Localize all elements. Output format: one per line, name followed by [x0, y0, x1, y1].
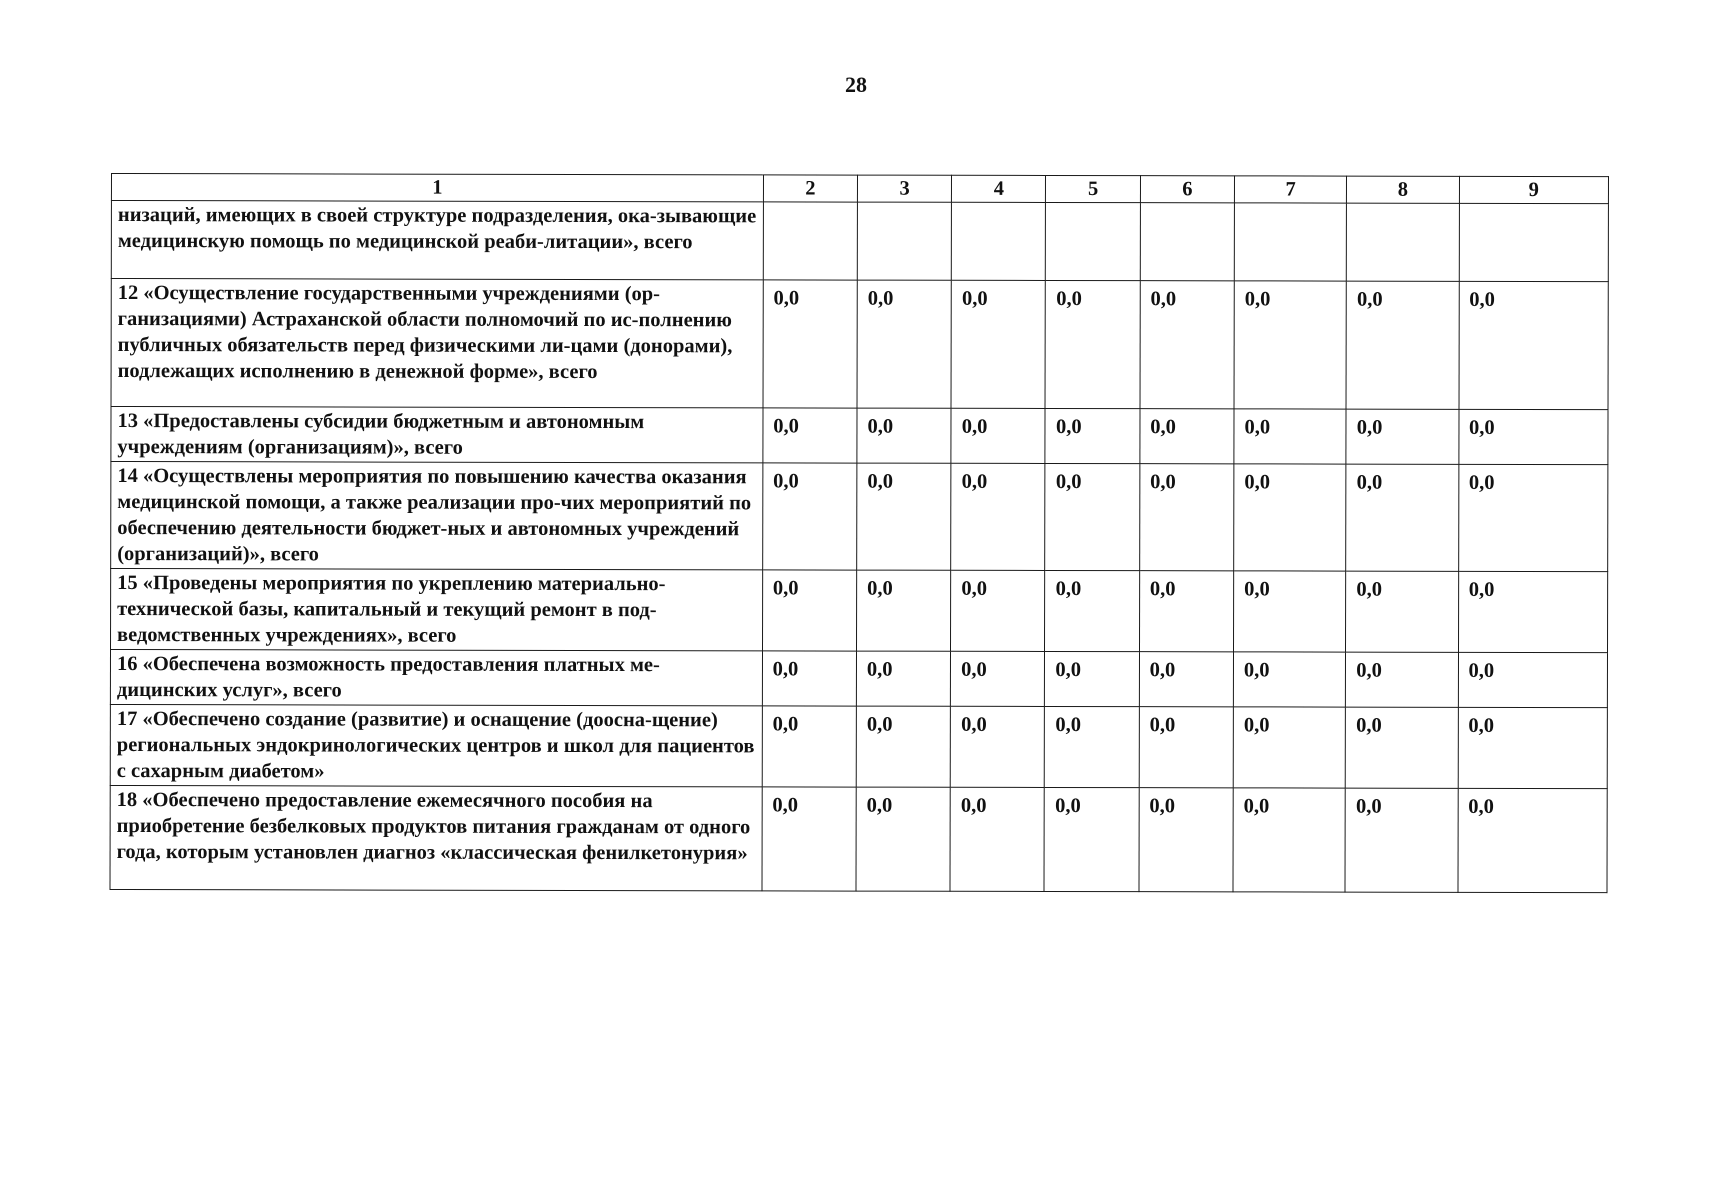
row-value-col-5: 0,0	[1045, 408, 1139, 463]
row-value-col-2: 0,0	[762, 570, 856, 651]
row-value-col-3: 0,0	[856, 651, 950, 706]
row-description: 16 «Обеспечена возможность предоставления платных ме-дицинских услуг», всего	[110, 650, 762, 706]
page-number: 28	[845, 72, 867, 97]
row-value-col-7	[1234, 203, 1346, 281]
column-header-8: 8	[1347, 176, 1459, 203]
row-value-col-2	[763, 202, 857, 280]
row-value-col-4: 0,0	[951, 570, 1045, 651]
row-value-col-2: 0,0	[762, 651, 856, 706]
row-description: 14 «Осуществлены мероприятия по повышению качества оказания медицинской помощи, а также реализации про-чих мероприятий по обеспечению деятельности бюджет-ных и автономных учреждений (организаций)», всего	[111, 462, 763, 570]
column-header-3: 3	[857, 175, 951, 202]
row-value-col-4	[952, 202, 1046, 280]
row-value-col-3	[857, 202, 951, 280]
row-value-col-2: 0,0	[762, 706, 856, 787]
row-value-col-8: 0,0	[1345, 707, 1457, 788]
row-value-col-8: 0,0	[1346, 409, 1458, 464]
row-value-col-9: 0,0	[1459, 281, 1609, 409]
column-header-5: 5	[1046, 175, 1140, 202]
row-value-col-5: 0,0	[1045, 570, 1139, 651]
row-value-col-5: 0,0	[1044, 787, 1138, 891]
row-value-col-6: 0,0	[1139, 464, 1233, 571]
row-value-col-6	[1140, 203, 1234, 281]
row-value-col-3: 0,0	[857, 408, 951, 463]
row-value-col-5: 0,0	[1045, 280, 1140, 408]
row-value-col-5: 0,0	[1045, 463, 1139, 570]
row-value-col-8	[1347, 203, 1459, 281]
column-header-4: 4	[952, 175, 1046, 202]
row-value-col-6: 0,0	[1139, 571, 1233, 652]
row-value-col-3: 0,0	[857, 463, 951, 570]
column-header-1: 1	[111, 174, 763, 202]
row-value-col-3: 0,0	[856, 787, 950, 891]
row-description: 15 «Проведены мероприятия по укреплению материально-технической базы, капитальный и текущий ремонт в под-ведомственных учреждениях», всего	[111, 569, 763, 651]
row-value-col-9: 0,0	[1458, 464, 1608, 571]
column-header-2: 2	[763, 175, 857, 202]
row-value-col-4: 0,0	[951, 651, 1045, 706]
table-row	[110, 785, 1607, 892]
row-value-col-8: 0,0	[1346, 464, 1459, 571]
row-value-col-9	[1459, 203, 1609, 281]
row-value-col-7: 0,0	[1233, 571, 1345, 652]
row-value-col-7: 0,0	[1233, 788, 1346, 892]
row-value-col-5: 0,0	[1045, 706, 1139, 787]
column-header-6: 6	[1140, 176, 1234, 203]
table-header	[111, 174, 1608, 204]
row-description: 17 «Обеспечено создание (развитие) и оснащение (доосна-щение) региональных эндокринологических центров и школ для пациентов с сахарным диабетом»	[110, 704, 762, 786]
row-value-col-4: 0,0	[951, 463, 1045, 570]
table-row	[110, 704, 1607, 788]
row-value-col-8: 0,0	[1345, 788, 1458, 892]
row-value-col-6: 0,0	[1139, 707, 1233, 788]
row-value-col-9: 0,0	[1458, 788, 1608, 892]
row-value-col-4: 0,0	[950, 706, 1044, 787]
row-value-col-8: 0,0	[1346, 652, 1458, 707]
row-value-col-3: 0,0	[856, 570, 950, 651]
row-value-col-6: 0,0	[1140, 281, 1235, 409]
table-row	[111, 407, 1608, 465]
row-value-col-5	[1046, 202, 1140, 280]
row-description: низаций, имеющих в своей структуре подразделения, ока-зывающие медицинскую помощь по медицинской реаби-литации», всего	[111, 201, 763, 280]
row-value-col-8: 0,0	[1346, 281, 1459, 409]
row-value-col-2: 0,0	[762, 787, 856, 891]
row-description: 12 «Осуществление государственными учреждениями (ор-ганизациями) Астраханской области полномочий по ис-полнению публичных обязательств перед физическими ли-цами (донорами), подлежащих исполнению в денежной форме», всего	[111, 279, 763, 408]
row-value-col-7: 0,0	[1234, 409, 1346, 464]
column-header-9: 9	[1459, 176, 1608, 203]
row-value-col-3: 0,0	[857, 280, 952, 408]
row-value-col-5: 0,0	[1045, 651, 1139, 706]
table-row	[110, 650, 1607, 708]
row-value-col-6: 0,0	[1139, 652, 1233, 707]
row-value-col-9: 0,0	[1458, 707, 1608, 788]
header-row	[111, 174, 1608, 204]
table-row	[111, 462, 1608, 572]
row-value-col-7: 0,0	[1233, 707, 1345, 788]
row-value-col-9: 0,0	[1458, 652, 1608, 707]
row-value-col-6: 0,0	[1140, 409, 1234, 464]
row-value-col-7: 0,0	[1233, 652, 1345, 707]
table-row	[111, 279, 1608, 410]
row-value-col-8: 0,0	[1346, 571, 1458, 652]
column-header-7: 7	[1234, 176, 1346, 203]
row-value-col-2: 0,0	[762, 463, 856, 570]
row-value-col-6: 0,0	[1139, 788, 1233, 892]
table-row	[111, 569, 1608, 653]
row-value-col-7: 0,0	[1234, 281, 1347, 409]
row-value-col-4: 0,0	[950, 787, 1044, 891]
row-value-col-2: 0,0	[763, 280, 858, 408]
row-value-col-2: 0,0	[763, 408, 857, 463]
row-value-col-3: 0,0	[856, 706, 950, 787]
row-value-col-4: 0,0	[951, 408, 1045, 463]
table-row	[111, 201, 1608, 282]
budget-table	[109, 173, 1608, 893]
row-description: 18 «Обеспечено предоставление ежемесячного пособия на приобретение безбелковых продуктов питания гражданам от одного года, которым установлен диагноз «классическая фенилкетонурия»	[110, 785, 762, 890]
row-value-col-7: 0,0	[1234, 464, 1347, 571]
row-description: 13 «Предоставлены субсидии бюджетным и автономным учреждениям (организациям)», всего	[111, 407, 763, 463]
row-value-col-9: 0,0	[1458, 409, 1608, 464]
row-value-col-9: 0,0	[1458, 571, 1608, 652]
table-body	[110, 201, 1608, 893]
row-value-col-4: 0,0	[951, 280, 1046, 408]
